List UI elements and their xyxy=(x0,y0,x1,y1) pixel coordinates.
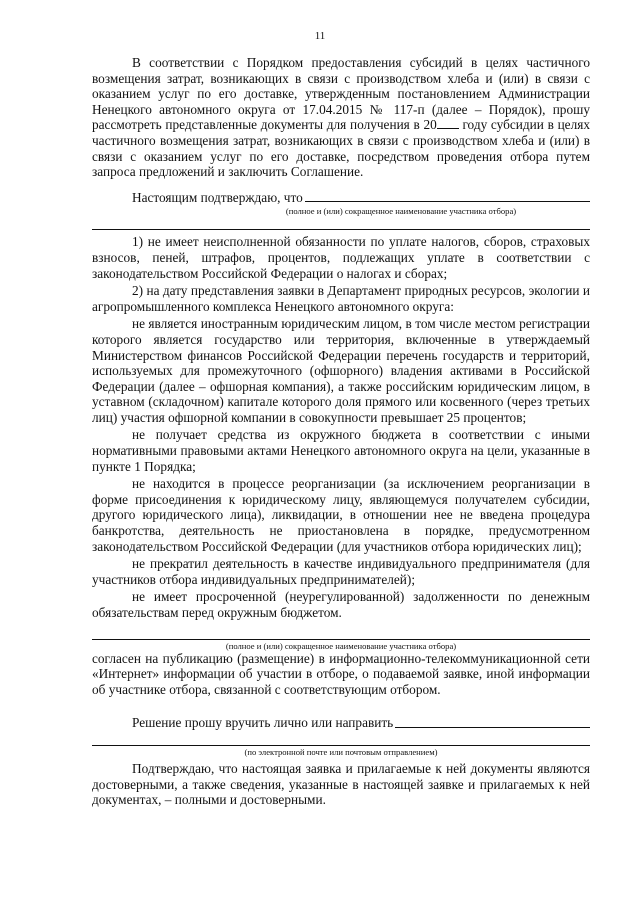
delivery-method-line-2 xyxy=(92,745,590,746)
decision-row xyxy=(92,715,590,731)
delivery-caption: (по электронной почте или почтовым отправлением) xyxy=(244,746,438,757)
item-reorganization: не находится в процессе реорганизации (за исключением реорганизации в форме присоединения к юридическому лицу, являющемуся получателем субсидии, другого юридического лица), ликвидации, в отношении нее не введена процедура банкротства, деятельность не приостановлена в порядке, предусмотренном законодательством Российской Федерации (для участников отбора юридических лиц); xyxy=(92,476,590,554)
final-paragraph: Подтверждаю, что настоящая заявка и прилагаемые к ней документы являются достоверными, а также сведения, указанные в настоящей заявке и прилагаемых к ней документах, – полными и достоверными. xyxy=(92,760,590,808)
participant-caption-1: (полное и (или) сокращенное наименование участника отбора) xyxy=(285,206,517,217)
item-2: 2) на дату представления заявки в Департамент природных ресурсов, экологии и агропромышленного комплекса Ненецкого автономного округа: xyxy=(92,283,590,314)
decision-label: Решение прошу вручить лично или направить xyxy=(132,715,394,731)
year-blank xyxy=(437,117,459,129)
participant-name-line-2 xyxy=(92,229,590,230)
item-budget: не получает средства из окружного бюджета в соответствии с иными нормативными правовыми актами Ненецкого автономного округа на цели, указанные в пункте 1 Порядка; xyxy=(92,427,590,474)
delivery-method-line xyxy=(395,727,590,728)
item-1: 1) не имеет неисполненной обязанности по уплате налогов, сборов, страховых взносов, пеней, штрафов, процентов, подлежащих уплате в соответствии с законодательством Российской Федерации о налогах и сборах; xyxy=(92,234,590,281)
participant-name-line xyxy=(305,201,590,202)
participant-name-line-3 xyxy=(92,639,590,640)
intro-part-1: В соответствии с Порядком предоставления субсидий в целях частичного возмещения затрат, возникающих в связи с производством хлеба и (или) в связи с оказанием услуг по его доставке, утвержденным постановлением Администрации Ненецкого автономного округа от 17.04.2015 № 117-п (далее – Порядок), прошу рассмотреть представленные документы для получения в 20 xyxy=(92,55,590,133)
item-debt: не имеет просроченной (неурегулированной) задолженности по денежным обязательствам перед окружным бюджетом. xyxy=(92,589,590,620)
intro-part-2: году субсидии в целях частичного возмещения затрат, возникающих в связи с производством хлеба и (или) в связи с оказанием услуг по его доставке, посредством проведения отбора путем запроса предложений и заключить Соглашение. xyxy=(92,117,590,180)
confirm-row xyxy=(92,190,590,206)
item-entrepreneur: не прекратил деятельность в качестве индивидуального предпринимателя (для участников отбора индивидуальных предпринимателей); xyxy=(92,556,590,587)
item-offshore: не является иностранным юридическим лицом, в том числе местом регистрации которого является государство или территория, включенные в утверждаемый Министерством финансов Российской Федерации перечень государств и территорий, используемых для промежуточного (офшорного) владения активами в Российской Федерации (далее – офшорная компания), а также российским юридическим лицом, в уставном (складочном) капитале которого доля прямого или косвенного (через третьих лиц) участия офшорной компании в совокупности превышает 25 процентов; xyxy=(92,316,590,425)
intro-paragraph xyxy=(92,55,590,180)
consent-paragraph: согласен на публикацию (размещение) в информационно-телекоммуникационной сети «Интернет» информации об участии в отборе, о подаваемой заявке, иной информации об участнике отбора, связанной с соответствующим отбором. xyxy=(92,650,590,697)
confirm-label: Настоящим подтверждаю, что xyxy=(132,189,303,205)
application-text xyxy=(92,55,590,808)
participant-caption-2: (полное и (или) сокращенное наименование участника отбора) xyxy=(225,640,457,651)
page-number: 11 xyxy=(314,30,326,42)
